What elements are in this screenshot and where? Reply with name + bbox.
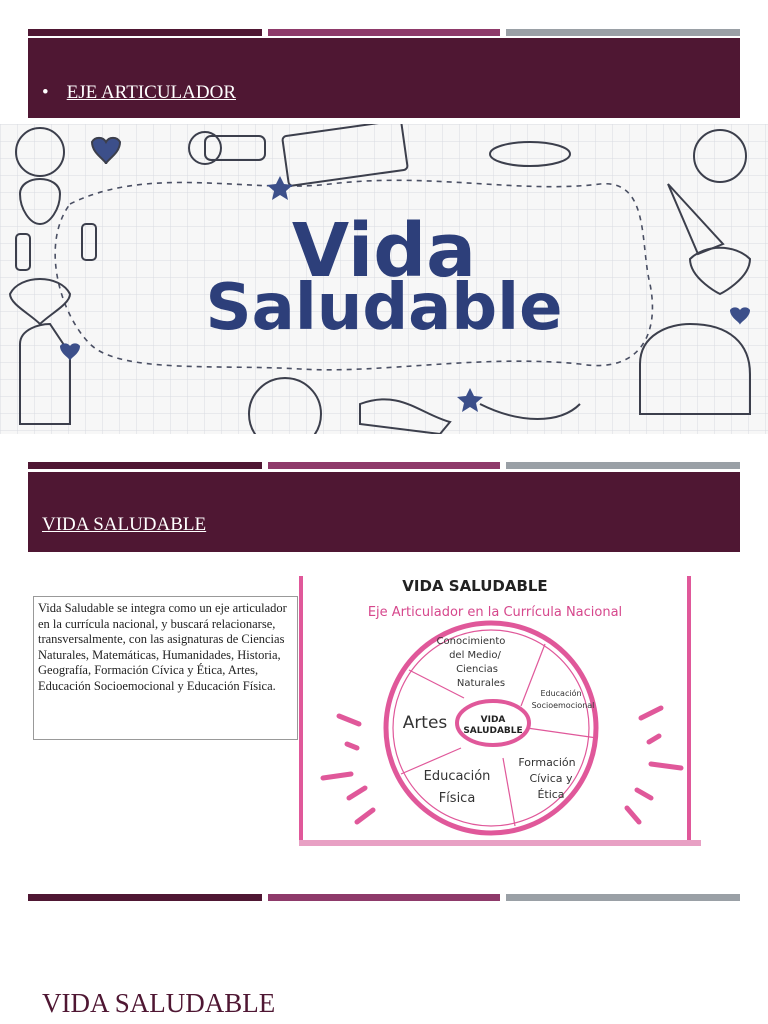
divider-stripe <box>28 29 262 36</box>
segment-civica-1: Formación <box>518 756 576 769</box>
diagram-title: VIDA SALUDABLE <box>402 577 548 595</box>
segment-socio-1: Educación <box>540 689 582 698</box>
slide-header: VIDA SALUDABLE <box>42 514 207 535</box>
doodle-illustration <box>0 124 768 434</box>
divider-stripe <box>506 894 740 901</box>
center-label-line2: SALUDABLE <box>463 726 523 736</box>
segment-conocimiento-4: Naturales <box>456 678 506 689</box>
divider-stripe <box>268 462 500 469</box>
center-label-line1: VIDA <box>480 715 506 725</box>
segment-socio-2: Socioemocional <box>531 701 595 710</box>
description-textbox: Vida Saludable se integra como un eje articulador en la currícula nacional, y buscará relacionarse, transversalmente, con las asignaturas de Ciencias Naturales, Matemáticas, Humanidades, Historia, Geografía, Formación Cívica y Ética, Artes, Educación Socioemocional y Educación Física. <box>33 596 298 740</box>
slide-header-band <box>28 472 740 552</box>
slide-header <box>42 82 236 104</box>
diagram-subtitle: Eje Articulador en la Currícula Nacional <box>367 605 623 620</box>
divider-stripe <box>28 894 262 901</box>
header-text: EJE ARTICULADOR <box>66 82 236 103</box>
divider-stripe <box>506 462 740 469</box>
bullet-icon: • <box>42 82 49 103</box>
eje-articulador-diagram <box>299 576 701 846</box>
divider-stripe <box>268 29 500 36</box>
segment-conocimiento-2: del Medio/ <box>449 650 501 661</box>
divider-stripe <box>268 894 500 901</box>
hero-title-line1: Vida <box>291 208 477 294</box>
segment-civica-3: Ética <box>537 788 565 801</box>
segment-conocimiento-1: Conocimiento <box>436 636 506 647</box>
vida-saludable-banner <box>0 124 768 434</box>
segment-fisica-1: Educación <box>423 769 491 784</box>
divider-stripe <box>28 462 262 469</box>
segment-artes: Artes <box>402 713 448 733</box>
slide-title: VIDA SALUDABLE <box>42 988 276 1018</box>
segment-conocimiento-3: Ciencias <box>456 664 498 675</box>
divider-stripe <box>506 29 740 36</box>
segment-fisica-2: Física <box>438 791 476 806</box>
slide-header-band <box>28 38 740 118</box>
hero-title-line2: Saludable <box>205 271 563 345</box>
segment-civica-2: Cívica y <box>529 772 573 785</box>
